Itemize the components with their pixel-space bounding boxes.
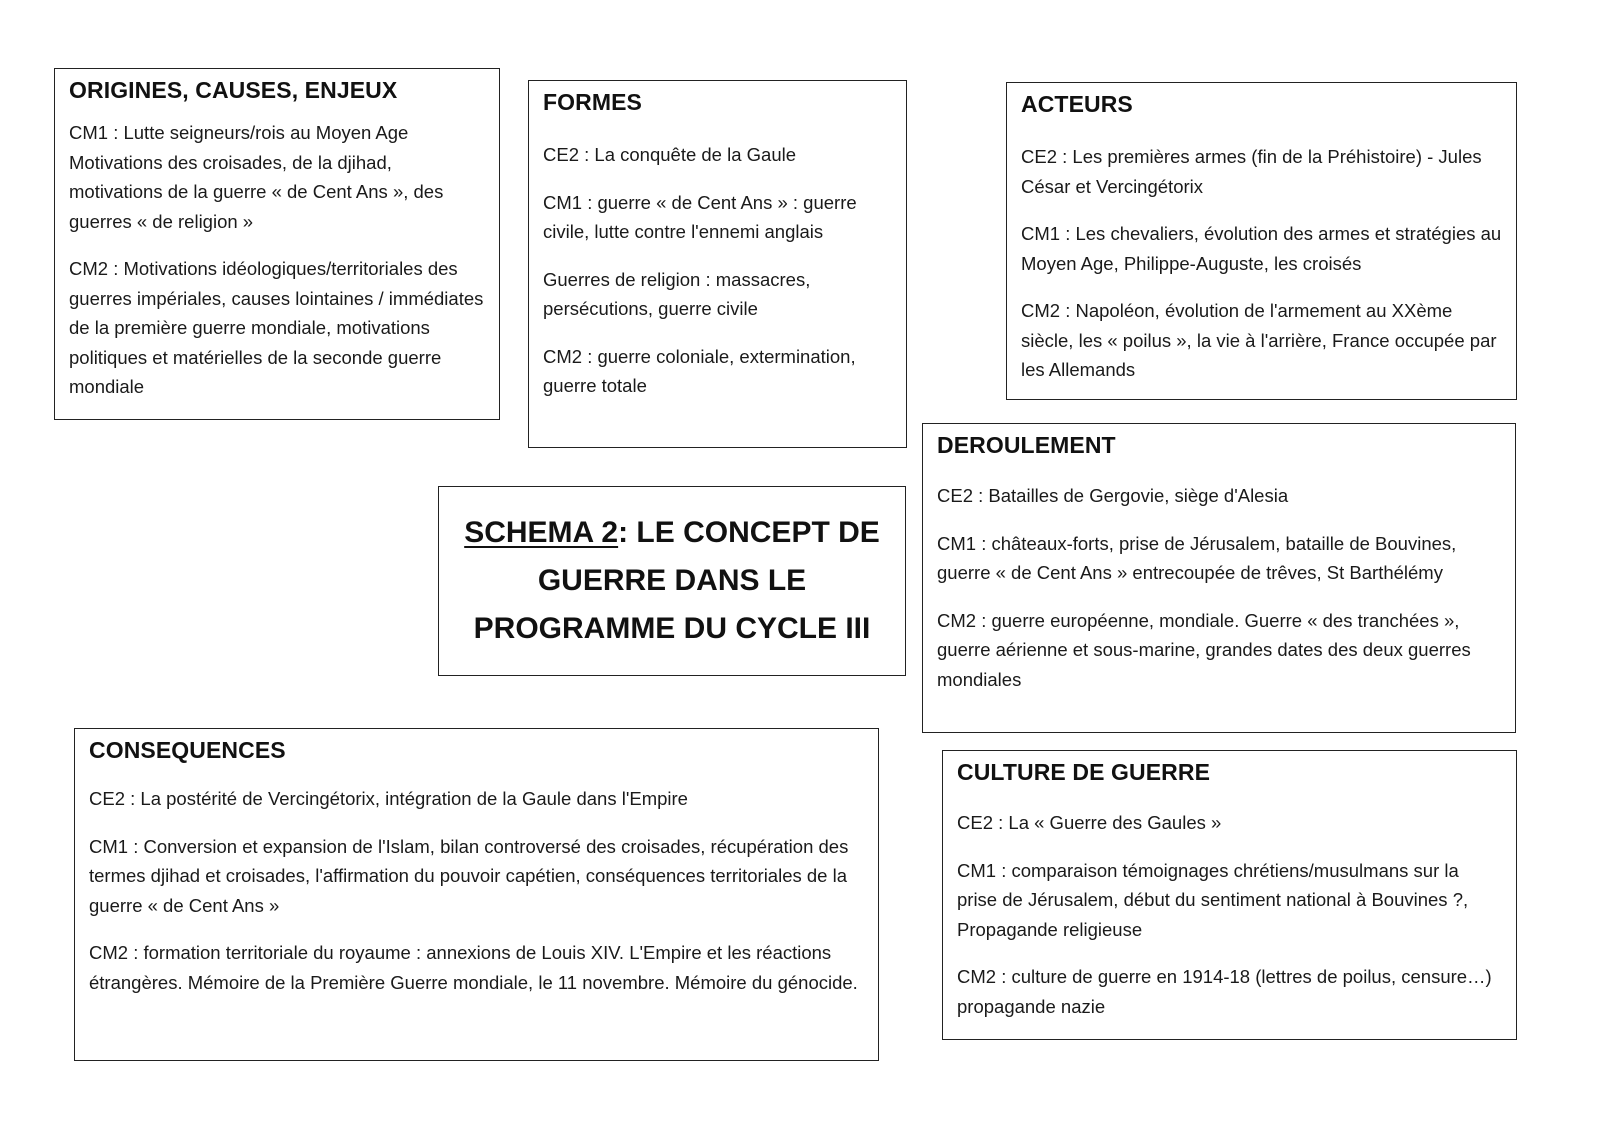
box-item: CE2 : La conquête de la Gaule [543,144,797,165]
box-item: Guerres de religion : massacres, persécutions, guerre civile [543,268,811,319]
box-item: CE2 : Les premières armes (fin de la Préhistoire) - Jules César et Vercingétorix [1021,146,1482,197]
schema-title [455,509,889,653]
box-consequences [74,728,879,1061]
box-item: CM2 : culture de guerre en 1914-18 (lettres de poilus, censure…) propagande nazie [957,966,1492,1017]
box-heading: CONSEQUENCES [89,737,286,763]
box-item: CE2 : La « Guerre des Gaules » [957,812,1222,833]
box-item: CM2 : Motivations idéologiques/territoriales des guerres impériales, causes lointaines / immédiates de la première guerre mondiale, motivations politiques et matérielles de la seconde guerre mondiale [69,258,484,397]
box-item: CM1 : guerre « de Cent Ans » : guerre civile, lutte contre l'ennemi anglais [543,191,857,242]
box-acteurs [1006,82,1517,400]
schema-title-label: SCHEMA 2 [464,516,619,549]
box-item: CE2 : Batailles de Gergovie, siège d'Alesia [937,485,1289,506]
box-item: CM1 : comparaison témoignages chrétiens/musulmans sur la prise de Jérusalem, début du sentiment national à Bouvines ?, Propagande religieuse [957,859,1469,940]
central-title-box [438,486,906,676]
box-heading: ACTEURS [1021,91,1133,117]
box-heading: ORIGINES, CAUSES, ENJEUX [69,77,398,103]
box-item: CM1 : châteaux-forts, prise de Jérusalem, bataille de Bouvines, guerre « de Cent Ans » entrecoupée de trêves, St Barthélémy [937,532,1457,583]
box-item: CE2 : La postérité de Vercingétorix, intégration de la Gaule dans l'Empire [89,788,688,809]
schema-title-text: : LE CONCEPT DE GUERRE DANS LE PROGRAMME DU CYCLE III [473,516,880,645]
box-formes [528,80,907,448]
box-item: CM1 : Les chevaliers, évolution des armes et stratégies au Moyen Age, Philippe-Auguste, les croisés [1021,223,1502,274]
box-item: CM1 : Conversion et expansion de l'Islam, bilan controversé des croisades, récupération des termes djihad et croisades, l'affirmation du pouvoir capétien, conséquences territoriales de la guerre « de Cent Ans » [89,835,849,916]
box-item: CM1 : Lutte seigneurs/rois au Moyen Age Motivations des croisades, de la djihad, motivations de la guerre « de Cent Ans », des guerres « de religion » [69,122,444,232]
box-origines-causes-enjeux [54,68,500,420]
box-culture-de-guerre [942,750,1517,1040]
box-item: CM2 : formation territoriale du royaume : annexions de Louis XIV. L'Empire et les réactions étrangères. Mémoire de la Première Guerre mondiale, le 11 novembre. Mémoire du génocide. [89,942,858,993]
box-item: CM2 : guerre coloniale, extermination, guerre totale [543,345,856,396]
box-item: CM2 : guerre européenne, mondiale. Guerre « des tranchées », guerre aérienne et sous-marine, grandes dates des deux guerres mondiales [937,609,1471,690]
box-heading: DEROULEMENT [937,432,1116,458]
box-heading: CULTURE DE GUERRE [957,759,1211,785]
box-heading: FORMES [543,89,642,115]
box-item: CM2 : Napoléon, évolution de l'armement au XXème siècle, les « poilus », la vie à l'arrière, France occupée par les Allemands [1021,300,1497,380]
box-deroulement [922,423,1516,733]
